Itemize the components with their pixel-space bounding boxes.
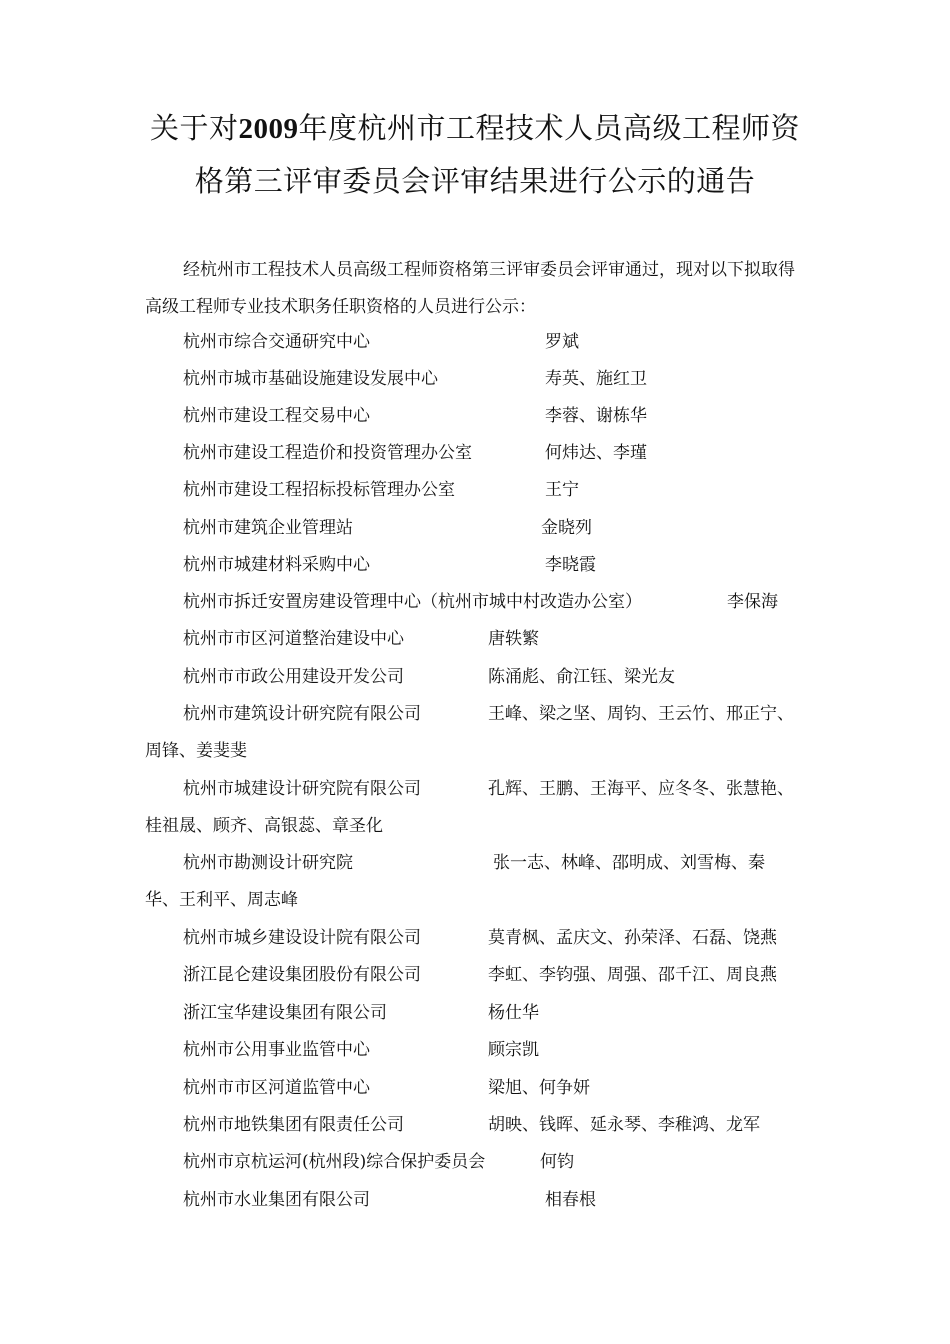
entry-org: 浙江昆仑建设集团股份有限公司 — [183, 965, 421, 985]
entry-names: 相春根 — [545, 1190, 596, 1210]
entry-names: 寿英、施红卫 — [545, 369, 647, 389]
entry-names: 李虹、李钧强、周强、邵千江、周良燕 — [488, 965, 777, 985]
entry-names: 李晓霞 — [545, 555, 596, 575]
entry-names: 梁旭、何争妍 — [488, 1078, 590, 1098]
entry-org: 杭州市建设工程交易中心 — [183, 406, 370, 426]
entry-org: 杭州市水业集团有限公司 — [183, 1190, 370, 1210]
entry-names-continued: 周锋、姜斐斐 — [145, 741, 247, 761]
entry-names: 孔辉、王鹏、王海平、应冬冬、张慧艳、 — [488, 779, 794, 799]
entry-row — [145, 771, 810, 845]
entry-row — [145, 845, 810, 919]
entry-names: 何炜达、李瑾 — [545, 443, 647, 463]
entry-org: 杭州市建设工程招标投标管理办公室 — [183, 480, 455, 500]
entry-names-continued: 桂祖晟、顾齐、高银蕊、章圣化 — [145, 816, 383, 836]
entry-org: 杭州市市区河道整治建设中心 — [183, 629, 404, 649]
entry-names: 唐轶繁 — [488, 629, 539, 649]
entry-names: 莫青枫、孟庆文、孙荣泽、石磊、饶燕 — [488, 928, 777, 948]
entry-org: 杭州市地铁集团有限责任公司 — [183, 1115, 404, 1135]
entry-names: 罗斌 — [545, 332, 579, 352]
entry-org: 杭州市建筑企业管理站 — [183, 518, 353, 538]
entry-org: 杭州市城建材料采购中心 — [183, 555, 370, 575]
title-year: 2009 — [238, 113, 299, 145]
entry-org: 杭州市城建设计研究院有限公司 — [183, 779, 421, 799]
entry-org: 杭州市城市基础设施建设发展中心 — [183, 369, 438, 389]
entry-org: 浙江宝华建设集团有限公司 — [183, 1003, 387, 1023]
title-line-2: 格第三评审委员会评审结果进行公示的通告 — [194, 164, 756, 198]
entry-names: 李保海 — [727, 592, 778, 612]
document-title — [100, 102, 850, 207]
entry-org: 杭州市建筑设计研究院有限公司 — [183, 704, 421, 724]
entry-names: 王宁 — [545, 480, 579, 500]
entry-org: 杭州市市区河道监管中心 — [183, 1078, 370, 1098]
entry-names-continued: 华、王利平、周志峰 — [145, 890, 298, 910]
entry-org: 杭州市建设工程造价和投资管理办公室 — [183, 443, 472, 463]
entry-names: 杨仕华 — [488, 1003, 539, 1023]
entry-names: 陈涌彪、俞江钰、梁光友 — [488, 667, 675, 687]
entry-names: 李蓉、谢栋华 — [545, 406, 647, 426]
entry-row — [145, 696, 810, 770]
entry-org: 杭州市综合交通研究中心 — [183, 332, 370, 352]
entry-names: 胡映、钱晖、延永琴、李稚鸿、龙军 — [488, 1115, 760, 1135]
entry-names: 顾宗凯 — [488, 1040, 539, 1060]
entry-org: 杭州市市政公用建设开发公司 — [183, 667, 404, 687]
entry-org: 杭州市城乡建设设计院有限公司 — [183, 928, 421, 948]
entry-names: 王峰、梁之坚、周钧、王云竹、邢正宁、 — [488, 704, 794, 724]
entry-org: 杭州市勘测设计研究院 — [183, 853, 353, 873]
intro-paragraph: 经杭州市工程技术人员高级工程师资格第三评审委员会评审通过，现对以下拟取得高级工程师专业技术职务任职资格的人员进行公示： — [145, 260, 795, 317]
title-line-1: 关于对2009年度杭州市工程技术人员高级工程师资 — [149, 111, 801, 145]
entry-org: 杭州市京杭运河(杭州段)综合保护委员会 — [183, 1152, 486, 1172]
entry-org: 杭州市公用事业监管中心 — [183, 1040, 370, 1060]
entry-names: 金晓列 — [541, 518, 592, 538]
entry-names: 张一志、林峰、邵明成、刘雪梅、秦 — [493, 853, 765, 873]
entry-org: 杭州市拆迁安置房建设管理中心（杭州市城中村改造办公室） — [183, 592, 642, 612]
entry-names: 何钧 — [540, 1152, 574, 1172]
